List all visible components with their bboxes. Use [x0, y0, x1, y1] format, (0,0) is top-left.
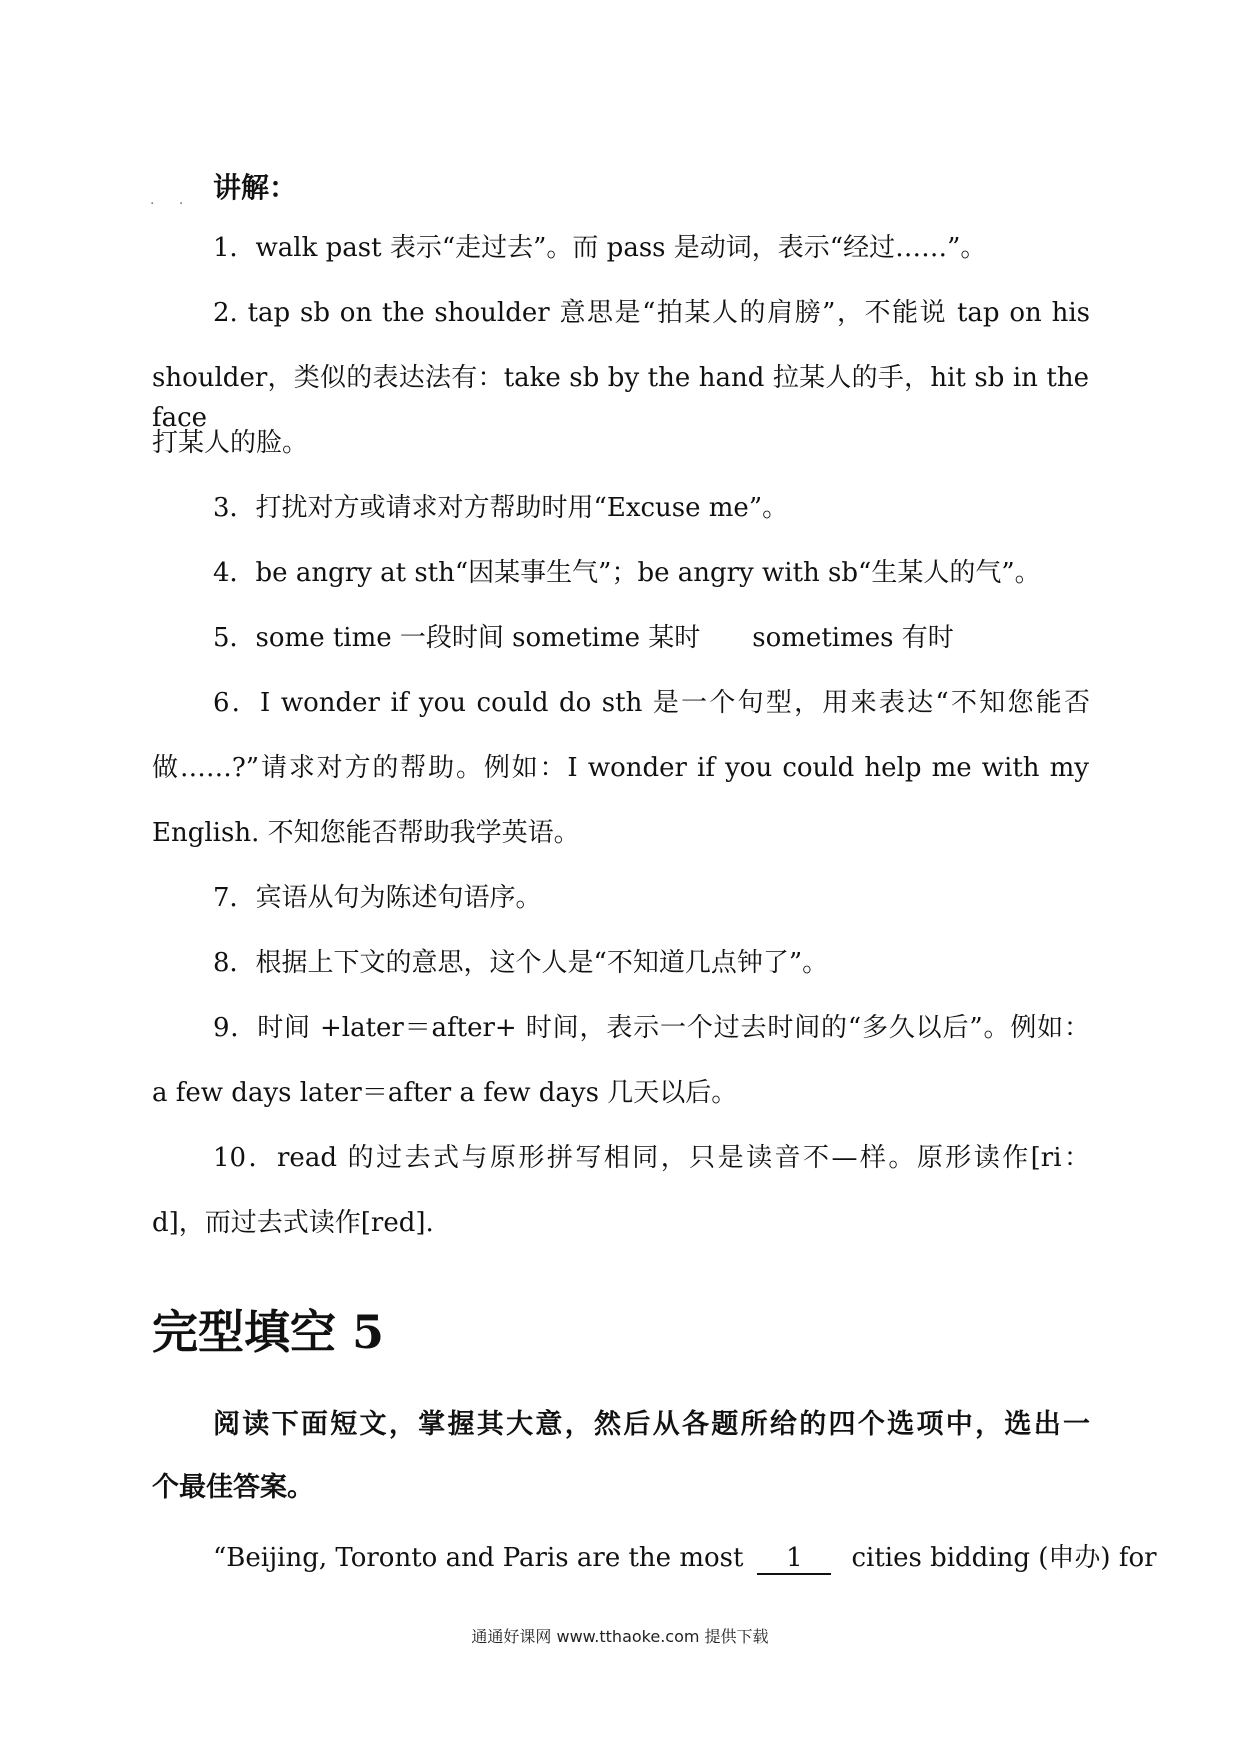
explanation-line-15: 10．read 的过去式与原形拼写相同，只是读音不—样。原形读作[ri： [213, 1143, 1090, 1173]
instruction-line-2: 个最佳答案。 [152, 1472, 314, 1503]
explanation-line-8: 6．I wonder if you could do sth 是一个句型，用来表达“不知您能否 [213, 688, 1090, 718]
blank-1[interactable]: 1 [757, 1543, 831, 1575]
explanation-line-5: 3．打扰对方或请求对方帮助时用“Excuse me”。 [213, 493, 789, 523]
explanation-line-11: 7．宾语从句为陈述句语序。 [213, 883, 542, 913]
passage-line-1 [213, 1538, 1157, 1578]
explanation-line-9: 做……?”请求对方的帮助。例如：I wonder if you could help me with my [152, 753, 1089, 783]
instruction-line-1: 阅读下面短文，掌握其大意，然后从各题所给的四个选项中，选出一 [213, 1409, 1090, 1440]
explanation-line-10: English. 不知您能否帮助我学英语。 [152, 818, 580, 848]
explanation-line-3: shoulder，类似的表达法有：take sb by the hand 拉某人的手，hit sb in the face [152, 363, 1089, 433]
explanation-line-13: 9．时间 +later＝after+ 时间，表示一个过去时间的“多久以后”。例如： [213, 1013, 1090, 1043]
explanation-line-14: a few days later＝after a few days 几天以后。 [152, 1078, 738, 1108]
explanation-line-6: 4．be angry at sth“因某事生气”；be angry with sb“生某人的气”。 [213, 558, 1041, 588]
explanation-line-4: 打某人的脸。 [152, 428, 309, 458]
passage-text-before: “Beijing, Toronto and Paris are the most [213, 1543, 744, 1573]
explanation-heading: 讲解： [213, 171, 298, 204]
explanation-line-2: 2. tap sb on the shoulder 意思是“拍某人的肩膀”，不能说 tap on his [213, 298, 1090, 328]
passage-text-after: cities bidding (申办) for [851, 1543, 1157, 1573]
explanation-line-7: 5．some time 一段时间 sometime 某时 sometimes 有时 [213, 623, 954, 653]
explanation-line-16: d]，而过去式读作[red]. [152, 1208, 434, 1238]
explanation-line-1: 1．walk past 表示“走过去”。而 pass 是动词，表示“经过……”。 [213, 233, 987, 263]
explanation-line-12: 8．根据上下文的意思，这个人是“不知道几点钟了”。 [213, 948, 829, 978]
footer: 通通好课网 www.tthaoke.com 提供下载 [471, 1627, 769, 1646]
section-title: 完型填空 5 [152, 1305, 385, 1359]
scan-dots: . . [150, 192, 194, 208]
